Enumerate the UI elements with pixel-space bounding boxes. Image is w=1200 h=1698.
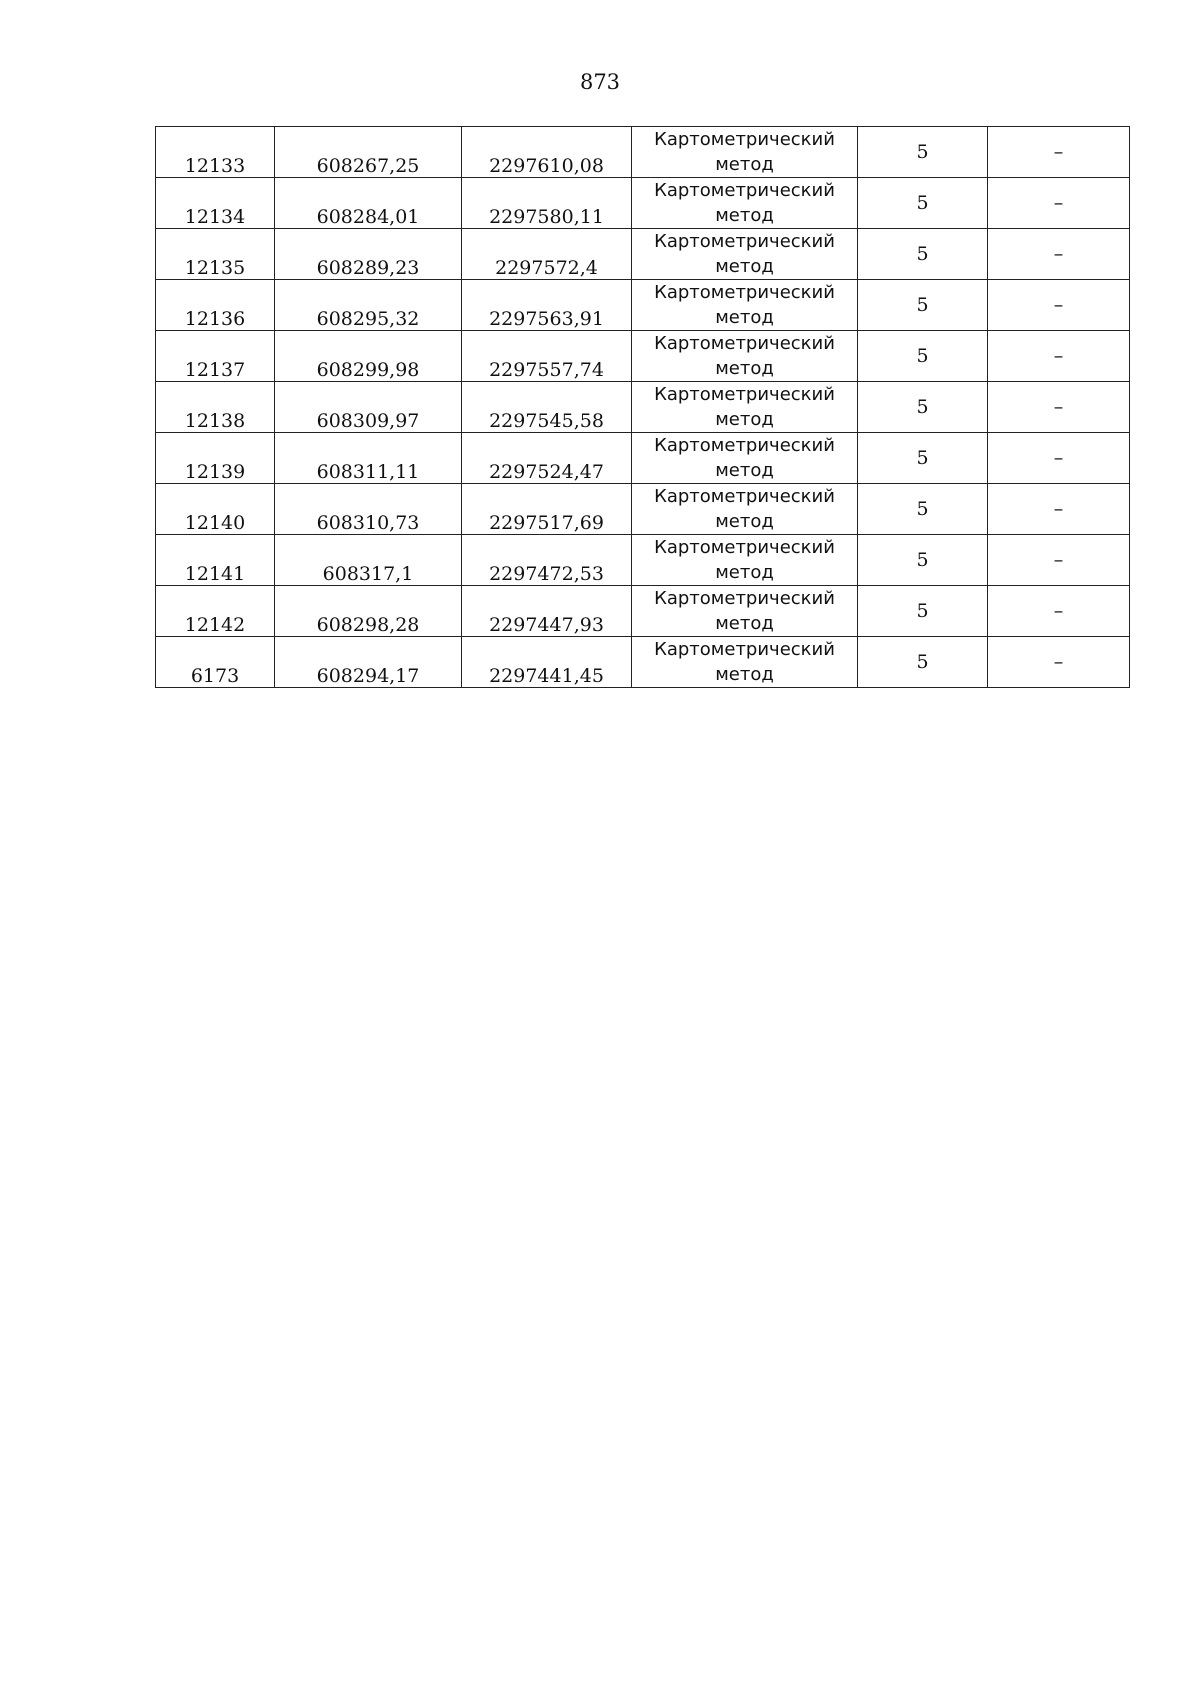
- x-coordinate-cell: [275, 586, 462, 637]
- table-row: [156, 535, 1130, 586]
- method-line-2: метод: [715, 460, 774, 481]
- y-coordinate-cell: [462, 637, 632, 688]
- method-line-2: метод: [715, 562, 774, 583]
- point-number: 12142: [184, 614, 246, 636]
- method-line-1: Картометрический: [654, 129, 835, 150]
- point-number-cell: [156, 382, 275, 433]
- x-coordinate: 608299,98: [316, 359, 420, 381]
- table-row: [156, 280, 1130, 331]
- y-coordinate-cell: [462, 586, 632, 637]
- x-coordinate-cell: [275, 382, 462, 433]
- y-coordinate: 2297580,11: [489, 206, 604, 228]
- table-row: [156, 127, 1130, 178]
- method-line-2: метод: [715, 154, 774, 175]
- accuracy-value: 5: [916, 192, 929, 214]
- y-coordinate-cell: [462, 382, 632, 433]
- accuracy-value: 5: [916, 141, 929, 163]
- note-value: –: [1053, 498, 1064, 520]
- method-line-2: метод: [715, 256, 774, 277]
- note-value: –: [1053, 396, 1064, 418]
- note-value: –: [1053, 141, 1064, 163]
- method-line-1: Картометрический: [654, 486, 835, 507]
- point-number-cell: [156, 127, 275, 178]
- y-coordinate: 2297545,58: [489, 410, 604, 432]
- x-coordinate-cell: [275, 127, 462, 178]
- method-cell: [632, 637, 858, 688]
- accuracy-cell: [858, 178, 988, 229]
- y-coordinate-cell: [462, 280, 632, 331]
- point-number: 12136: [184, 308, 246, 330]
- method-line-2: метод: [715, 409, 774, 430]
- method-line-1: Картометрический: [654, 537, 835, 558]
- accuracy-value: 5: [916, 396, 929, 418]
- method-line-1: Картометрический: [654, 333, 835, 354]
- point-number: 12138: [184, 410, 246, 432]
- method-cell: [632, 331, 858, 382]
- point-number-cell: [156, 433, 275, 484]
- accuracy-cell: [858, 484, 988, 535]
- x-coordinate: 608311,11: [316, 461, 420, 483]
- method-line-1: Картометрический: [654, 435, 835, 456]
- accuracy-cell: [858, 382, 988, 433]
- point-number-cell: [156, 535, 275, 586]
- y-coordinate: 2297447,93: [489, 614, 604, 636]
- point-number-cell: [156, 331, 275, 382]
- note-cell: [988, 637, 1130, 688]
- note-cell: [988, 229, 1130, 280]
- note-cell: [988, 280, 1130, 331]
- point-number-cell: [156, 178, 275, 229]
- note-cell: [988, 535, 1130, 586]
- x-coordinate: 608310,73: [316, 512, 420, 534]
- x-coordinate-cell: [275, 280, 462, 331]
- note-cell: [988, 586, 1130, 637]
- point-number-cell: [156, 229, 275, 280]
- point-number: 12137: [184, 359, 246, 381]
- method-line-1: Картометрический: [654, 384, 835, 405]
- y-coordinate: 2297524,47: [489, 461, 604, 483]
- y-coordinate: 2297557,74: [489, 359, 604, 381]
- table-row: [156, 637, 1130, 688]
- accuracy-value: 5: [916, 651, 929, 673]
- point-number: 12140: [184, 512, 246, 534]
- point-number: 12141: [184, 563, 246, 585]
- accuracy-cell: [858, 433, 988, 484]
- y-coordinate-cell: [462, 127, 632, 178]
- y-coordinate-cell: [462, 433, 632, 484]
- note-cell: [988, 382, 1130, 433]
- note-cell: [988, 127, 1130, 178]
- note-value: –: [1053, 651, 1064, 673]
- point-number: 12133: [184, 155, 246, 177]
- y-coordinate-cell: [462, 484, 632, 535]
- coordinates-table: [155, 126, 1130, 688]
- x-coordinate: 608309,97: [316, 410, 420, 432]
- point-number: 12139: [184, 461, 246, 483]
- y-coordinate: 2297517,69: [489, 512, 604, 534]
- method-cell: [632, 586, 858, 637]
- accuracy-value: 5: [916, 243, 929, 265]
- x-coordinate: 608289,23: [316, 257, 420, 279]
- x-coordinate-cell: [275, 535, 462, 586]
- point-number: 12135: [184, 257, 246, 279]
- accuracy-value: 5: [916, 498, 929, 520]
- accuracy-cell: [858, 127, 988, 178]
- method-cell: [632, 433, 858, 484]
- table-row: [156, 484, 1130, 535]
- method-line-1: Картометрический: [654, 588, 835, 609]
- note-value: –: [1053, 549, 1064, 571]
- method-cell: [632, 127, 858, 178]
- point-number: 6173: [190, 665, 240, 687]
- y-coordinate-cell: [462, 535, 632, 586]
- point-number-cell: [156, 280, 275, 331]
- note-value: –: [1053, 243, 1064, 265]
- x-coordinate: 608267,25: [316, 155, 420, 177]
- accuracy-value: 5: [916, 294, 929, 316]
- y-coordinate: 2297472,53: [489, 563, 604, 585]
- method-cell: [632, 280, 858, 331]
- accuracy-cell: [858, 229, 988, 280]
- point-number-cell: [156, 484, 275, 535]
- method-cell: [632, 382, 858, 433]
- accuracy-cell: [858, 586, 988, 637]
- note-cell: [988, 178, 1130, 229]
- x-coordinate: 608317,1: [322, 563, 414, 585]
- method-cell: [632, 229, 858, 280]
- method-line-2: метод: [715, 358, 774, 379]
- method-cell: [632, 535, 858, 586]
- table-row: [156, 382, 1130, 433]
- x-coordinate-cell: [275, 229, 462, 280]
- x-coordinate: 608284,01: [316, 206, 420, 228]
- y-coordinate: 2297610,08: [489, 155, 604, 177]
- note-value: –: [1053, 447, 1064, 469]
- note-value: –: [1053, 192, 1064, 214]
- x-coordinate: 608298,28: [316, 614, 420, 636]
- table-row: [156, 331, 1130, 382]
- y-coordinate: 2297572,4: [495, 257, 598, 279]
- y-coordinate-cell: [462, 331, 632, 382]
- note-value: –: [1053, 294, 1064, 316]
- point-number-cell: [156, 586, 275, 637]
- accuracy-cell: [858, 280, 988, 331]
- page-number: 873: [579, 70, 621, 94]
- method-line-1: Картометрический: [654, 231, 835, 252]
- y-coordinate-cell: [462, 229, 632, 280]
- point-number-cell: [156, 637, 275, 688]
- note-value: –: [1053, 600, 1064, 622]
- accuracy-value: 5: [916, 600, 929, 622]
- accuracy-cell: [858, 331, 988, 382]
- table-row: [156, 433, 1130, 484]
- accuracy-value: 5: [916, 447, 929, 469]
- table-row: [156, 586, 1130, 637]
- x-coordinate-cell: [275, 484, 462, 535]
- method-line-1: Картометрический: [654, 282, 835, 303]
- accuracy-cell: [858, 535, 988, 586]
- accuracy-cell: [858, 637, 988, 688]
- y-coordinate: 2297441,45: [489, 665, 604, 687]
- y-coordinate: 2297563,91: [489, 308, 604, 330]
- method-line-2: метод: [715, 205, 774, 226]
- method-line-2: метод: [715, 613, 774, 634]
- note-value: –: [1053, 345, 1064, 367]
- note-cell: [988, 433, 1130, 484]
- method-cell: [632, 484, 858, 535]
- x-coordinate-cell: [275, 178, 462, 229]
- accuracy-value: 5: [916, 549, 929, 571]
- method-line-1: Картометрический: [654, 180, 835, 201]
- point-number: 12134: [184, 206, 246, 228]
- x-coordinate-cell: [275, 331, 462, 382]
- x-coordinate-cell: [275, 433, 462, 484]
- x-coordinate: 608295,32: [316, 308, 420, 330]
- table-body: [156, 127, 1130, 688]
- method-line-2: метод: [715, 664, 774, 685]
- x-coordinate-cell: [275, 637, 462, 688]
- x-coordinate: 608294,17: [316, 665, 420, 687]
- table-row: [156, 229, 1130, 280]
- note-cell: [988, 484, 1130, 535]
- method-cell: [632, 178, 858, 229]
- method-line-1: Картометрический: [654, 639, 835, 660]
- accuracy-value: 5: [916, 345, 929, 367]
- note-cell: [988, 331, 1130, 382]
- method-line-2: метод: [715, 511, 774, 532]
- method-line-2: метод: [715, 307, 774, 328]
- y-coordinate-cell: [462, 178, 632, 229]
- table-row: [156, 178, 1130, 229]
